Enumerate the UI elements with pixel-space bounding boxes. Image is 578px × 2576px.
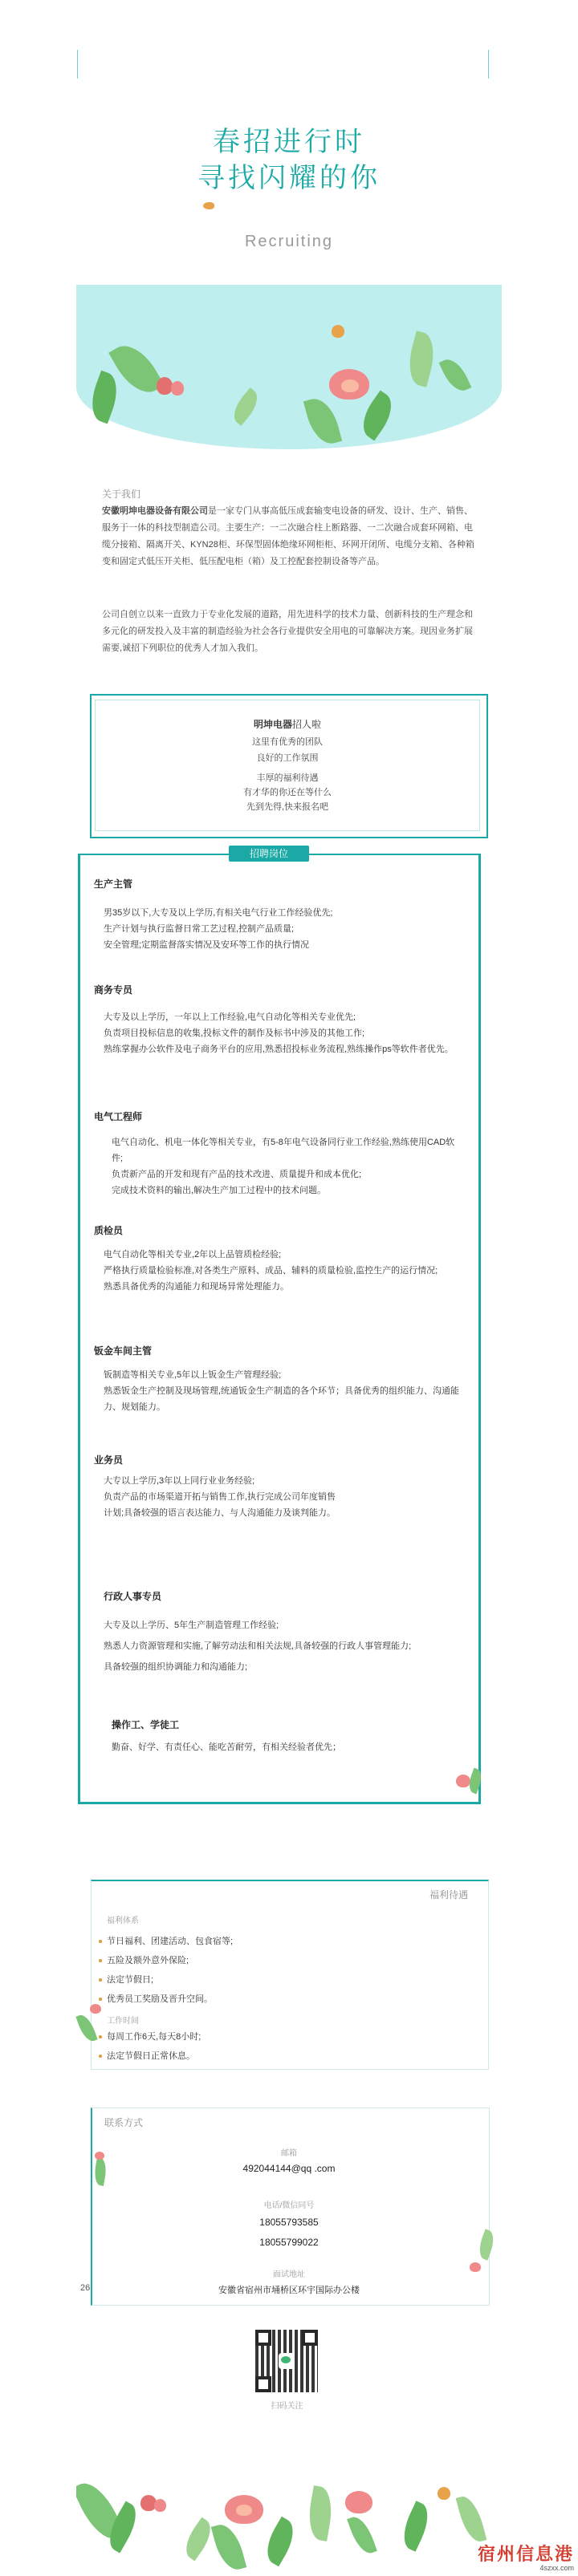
bullet-icon (99, 1959, 102, 1962)
flower-icon (345, 2491, 372, 2513)
phone-2: 18055799022 (259, 2237, 319, 2248)
job-admin-hr-specialist (94, 1589, 471, 1675)
invite-line-5: 先到先得,快来报名吧 (246, 802, 329, 812)
leaf-icon (179, 2517, 218, 2562)
leaf-icon (304, 2485, 336, 2542)
job-line: 熟悉人力资源管理和实施,了解劳动法和相关法规,具备较强的行政人事管理能力; (104, 1641, 412, 1651)
job-line: 负责产品的市场渠道开拓与销售工作,执行完成公司年度销售 (104, 1492, 336, 1502)
invite-company: 明坤电器 (253, 719, 292, 730)
job-line: 负责项目投标信息的收集,投标文件的制作及标书中涉及的其他工作; (104, 1028, 365, 1038)
leaf-icon (259, 2517, 301, 2566)
wechat-icon (279, 2353, 295, 2369)
job-title: 质检员 (94, 1225, 124, 1236)
benefit-text: 五险及额外意外保险; (107, 1956, 189, 1965)
leaf-icon (456, 2493, 487, 2545)
job-line: 大专及以上学历，一年以上工作经验,电气自动化等相关专业优先; (104, 1012, 356, 1022)
job-line: 大专以上学历,3年以上同行业业务经验; (104, 1476, 255, 1486)
leaf-icon (397, 2501, 435, 2552)
benefit-text: 节日福利、团建活动、包食宿等; (107, 1937, 234, 1946)
watermark-url: 4szxx.com (539, 2564, 574, 2572)
job-line: 熟练掌握办公软件及电子商务平台的应用,熟悉招投标业务流程,熟练操作ps等软件者优先。 (104, 1045, 454, 1054)
flower-center-icon (341, 379, 359, 392)
benefits-label: 福利体系 (107, 1917, 139, 1925)
hours-text: 法定节假日正常休息。 (107, 2051, 195, 2061)
job-title: 操作工、学徒工 (112, 1719, 180, 1730)
about-company-name: 安徽明坤电器设备有限公司 (102, 506, 208, 516)
invite-line-1: 这里有优秀的团队 (252, 737, 323, 747)
job-line: 钣制造等相关专业,5年以上钣金生产管理经验; (104, 1370, 282, 1380)
qr-code[interactable] (255, 2330, 318, 2392)
flower-icon (456, 1775, 470, 1787)
job-sheet-metal-supervisor (94, 1344, 471, 1415)
title-line-1: 春招进行时 (213, 127, 365, 157)
benefit-item (99, 1951, 233, 1970)
email-value: 492044144@qq .com (242, 2163, 336, 2174)
benefit-text: 法定节假日; (107, 1975, 154, 1985)
job-line: 安全管理;定期监督落实情况及安环等工作的执行情况 (104, 940, 310, 950)
invite-heading (90, 717, 485, 731)
job-line: 计划;具备较强的语言表达能力、与人沟通能力及谈判能力。 (104, 1508, 336, 1518)
welfare-heading: 福利待遇 (429, 1889, 469, 1901)
watermark-logo (438, 2545, 574, 2572)
job-line: 完成技术资料的输出,解决生产加工过程中的技术问题。 (112, 1186, 327, 1195)
job-production-supervisor (94, 877, 332, 953)
benefit-item (99, 1932, 233, 1951)
butterfly-icon (157, 377, 173, 395)
leaf-icon (347, 2513, 377, 2558)
phone-1: 18055793585 (259, 2217, 319, 2228)
invite-line-2: 良好的工作氛围 (256, 753, 319, 763)
invite-suffix: 招人啦 (292, 719, 322, 730)
email-label: 邮箱 (281, 2149, 297, 2158)
fish-icon (203, 202, 214, 209)
bullet-icon (99, 1978, 102, 1982)
job-title: 商务专员 (94, 984, 133, 996)
contact-heading: 联系方式 (104, 2117, 144, 2128)
job-title: 行政人事专员 (104, 1591, 162, 1602)
qr-caption: 扫码关注 (271, 2402, 303, 2411)
bullet-icon (99, 2055, 102, 2058)
hours-list (99, 2027, 201, 2066)
bullet-icon (99, 2035, 102, 2038)
bullet-icon (99, 1998, 102, 2001)
job-electrical-engineer (94, 1110, 471, 1199)
butterfly-icon-2 (171, 381, 184, 396)
page-number: 26 (80, 2283, 91, 2293)
leaf-icon (211, 2521, 247, 2574)
hours-item (99, 2027, 201, 2047)
subtitle-en: Recruiting (244, 233, 334, 250)
flower-icon (470, 2262, 481, 2272)
address-label: 面试地址 (273, 2270, 305, 2279)
about-para1-text: 是一家专门从事高低压成套输变电设备的研发、设计、生产、销售、服务于一体的科技型制造公司。主要生产：一二次融合柱上断路器、一二次融合成套环网箱、电缆分接箱、隔离开关、KYN28柜、环保型固体绝缘环网柜柜、环网开闭所、电缆分支箱、各种箱变和固定式低压开关柜、低压配电柜（箱）及工控配套控制设备等产品。 (102, 506, 474, 566)
job-title: 生产主管 (94, 878, 133, 890)
butterfly-icon-2 (154, 2499, 166, 2512)
top-right-line (488, 50, 489, 79)
address-value: 安徽省宿州市埇桥区环宇国际办公楼 (218, 2286, 360, 2295)
qr-finder-bl (255, 2376, 271, 2392)
hours-text: 每周工作6天,每天8小时; (107, 2032, 201, 2042)
job-line: 负责新产品的开发和现有产品的技术改进、质量提升和成本优化; (112, 1170, 362, 1179)
job-line: 勤奋、好学、有责任心、能吃苦耐劳，有相关经验者优先； (112, 1742, 341, 1752)
invite-line-4: 有才华的你还在等什么 (243, 788, 332, 797)
flower-icon (90, 2004, 101, 2014)
job-line: 电气自动化、机电一体化等相关专业，有5-8年电气设备同行业工作经验,熟练使用CAD软件; (112, 1138, 455, 1163)
job-line: 男35岁以下,大专及以上学历,有相关电气行业工作经验优先; (104, 908, 333, 918)
benefit-text: 优秀员工奖励及晋升空间。 (107, 1994, 213, 2004)
job-quality-inspector (94, 1223, 471, 1295)
benefit-item (99, 1970, 233, 1990)
watermark-text: 宿州信息港 (477, 2544, 574, 2565)
job-line: 熟悉钣金生产控制及现场管理,统通钣金生产制造的各个环节；具备优秀的组织能力、沟通能力、规划能力。 (104, 1386, 460, 1412)
job-title: 钣金车间主管 (94, 1345, 153, 1357)
about-paragraph-1 (102, 503, 478, 570)
jobs-tag: 招聘岗位 (229, 846, 309, 862)
job-operator-apprentice (94, 1718, 471, 1755)
hero-banner (76, 285, 502, 449)
job-line: 电气自动化等相关专业,2年以上品管质检经验; (104, 1250, 282, 1260)
hours-label: 工作时间 (107, 2017, 139, 2026)
title-line-2: 寻找闪耀的你 (197, 163, 381, 193)
job-salesperson (94, 1453, 471, 1521)
flower-icon (95, 2152, 104, 2160)
flower-bud-icon (332, 325, 344, 338)
top-left-line (77, 50, 78, 79)
job-line: 大专及以上学历、5年生产制造管理工作经验; (104, 1621, 279, 1630)
about-paragraph-2: 公司自创立以来一直致力于专业化发展的道路，用先进科学的技术力量、创新科技的生产理念和多元化的研发投入及丰富的制造经验为社会各行业提供安全用电的可靠解决方案。现因业务扩展 需要,诚招下列职位的优秀人才加入我们。 (102, 610, 473, 653)
about-heading: 关于我们 (102, 489, 141, 500)
bullet-icon (99, 1940, 102, 1943)
job-line: 生产计划与执行监督日常工艺过程,控制产品质量; (104, 924, 295, 934)
job-business-specialist (94, 983, 471, 1057)
invite-line-3: 丰厚的福利待遇 (256, 773, 319, 783)
job-line: 严格执行质量检验标准,对各类生产原料、成品、辅料的质量检验,监控生产的运行情况; (104, 1266, 438, 1276)
benefit-item (99, 1990, 233, 2009)
flower-bud-icon (438, 2487, 450, 2500)
benefits-list (99, 1932, 233, 2009)
job-line: 熟悉具备优秀的沟通能力和现场异常处理能力。 (104, 1282, 289, 1292)
qr-finder-tl (255, 2330, 271, 2346)
job-line: 具备较强的组织协调能力和沟通能力; (104, 1662, 248, 1672)
job-title: 业务员 (94, 1454, 124, 1466)
qr-finder-tr (302, 2330, 318, 2346)
flower-center-icon (236, 2505, 252, 2516)
phone-label: 电话/微信同号 (263, 2201, 315, 2210)
hours-item (99, 2047, 201, 2066)
job-title: 电气工程师 (94, 1111, 143, 1122)
